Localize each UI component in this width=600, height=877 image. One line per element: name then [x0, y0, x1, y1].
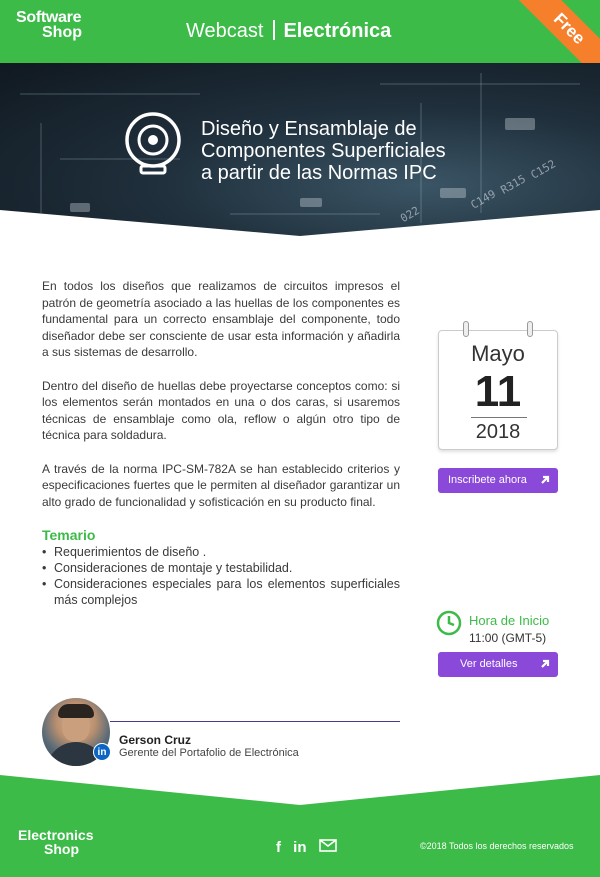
- header-title-category: Electrónica: [283, 20, 392, 42]
- webcast-title-line2: Componentes Superficiales: [201, 140, 446, 162]
- details-button-label: Ver detalles: [460, 658, 518, 670]
- header-title: [186, 20, 391, 43]
- clock-icon: [436, 610, 462, 636]
- smd-component: [440, 188, 466, 198]
- start-time-label: Hora de Inicio: [469, 613, 550, 628]
- description-block: [42, 278, 400, 608]
- webcast-title: [201, 118, 446, 184]
- circuit-trace: [20, 93, 200, 95]
- avatar-hair: [58, 704, 94, 718]
- date-calendar: [438, 330, 558, 450]
- description-paragraph-1: En todos los diseños que realizamos de circuitos impresos el patrón de geometría asociado a las huellas de los componentes es fundamental para un correcto ensamblaje del componente, todo diseñador debe ser consciente de usar esta información y añadirla a sus sistemas de desarrollo.: [42, 279, 400, 359]
- pcb-silkscreen: 022: [398, 203, 422, 226]
- facebook-icon[interactable]: f: [276, 838, 281, 856]
- description-paragraph-3: A través de la norma IPC-SM-782A se han establecido criterios y especificaciones fuertes que le permiten al diseñador garantizar un alto grado de funcionalidad y sofisticación en su producto final.: [42, 461, 400, 509]
- pcb-silkscreen: R315: [498, 172, 528, 197]
- footer-bar: [0, 775, 600, 877]
- temario-item: • Consideraciones especiales para los elementos superficiales más complejos: [42, 576, 400, 608]
- speaker-role: Gerente del Portafolio de Electrónica: [119, 747, 299, 759]
- electronics-shop-logo[interactable]: [18, 828, 93, 856]
- details-button[interactable]: [438, 652, 558, 677]
- arrow-up-right-icon: [539, 474, 551, 486]
- copyright-text: ©2018 Todos los derechos reservados: [420, 841, 574, 851]
- speaker-divider: [110, 721, 400, 722]
- temario-item: • Consideraciones de montaje y testabilidad.: [42, 560, 400, 576]
- mail-icon[interactable]: [319, 839, 337, 856]
- header-bar: [0, 0, 600, 63]
- smd-component: [505, 118, 535, 130]
- temario-list: [42, 544, 400, 608]
- calendar-ring: [463, 321, 469, 337]
- logo-text-line2: Shop: [42, 24, 82, 41]
- webcam-icon: [120, 110, 186, 176]
- temario-heading: Temario: [42, 527, 96, 543]
- calendar-year: 2018: [475, 421, 521, 443]
- calendar-day: 11: [474, 367, 522, 416]
- linkedin-footer-icon[interactable]: in: [293, 838, 307, 856]
- free-badge: Free: [512, 0, 600, 63]
- header-title-divider: [273, 20, 275, 40]
- start-time-value: 11:00 (GMT-5): [469, 631, 547, 645]
- social-links: [276, 838, 345, 856]
- footer-logo-line2: Shop: [44, 841, 79, 857]
- calendar-ring: [527, 321, 533, 337]
- calendar-divider: [471, 417, 527, 418]
- footer-logo-line1: Electronics: [18, 827, 94, 843]
- linkedin-icon[interactable]: in: [93, 743, 111, 761]
- arrow-up-right-icon: [539, 658, 551, 670]
- pcb-silkscreen: C152: [528, 157, 558, 182]
- speaker-name: Gerson Cruz: [119, 733, 192, 747]
- logo-text-line1: Software: [16, 9, 82, 26]
- pcb-silkscreen: C149: [468, 187, 498, 212]
- hero-bottom-wave: [0, 198, 600, 238]
- header-title-webcast: Webcast: [186, 20, 264, 42]
- software-shop-logo[interactable]: [16, 10, 82, 40]
- register-button-label: Inscribete ahora: [448, 474, 527, 486]
- calendar-month: Mayo: [471, 341, 525, 366]
- description-paragraph-2: Dentro del diseño de huellas debe proyectarse conceptos como: si los elementos serán montados en una o dos caras, si usaremos técnicas de ensamblaje como ola, reflow o algún otro tipo de técnica para soldadura.: [42, 378, 400, 442]
- temario-item: • Requerimientos de diseño .: [42, 544, 400, 560]
- register-button[interactable]: [438, 468, 558, 493]
- webcast-title-line1: Diseño y Ensamblaje de: [201, 118, 417, 140]
- webcast-title-line3: a partir de las Normas IPC: [201, 162, 437, 184]
